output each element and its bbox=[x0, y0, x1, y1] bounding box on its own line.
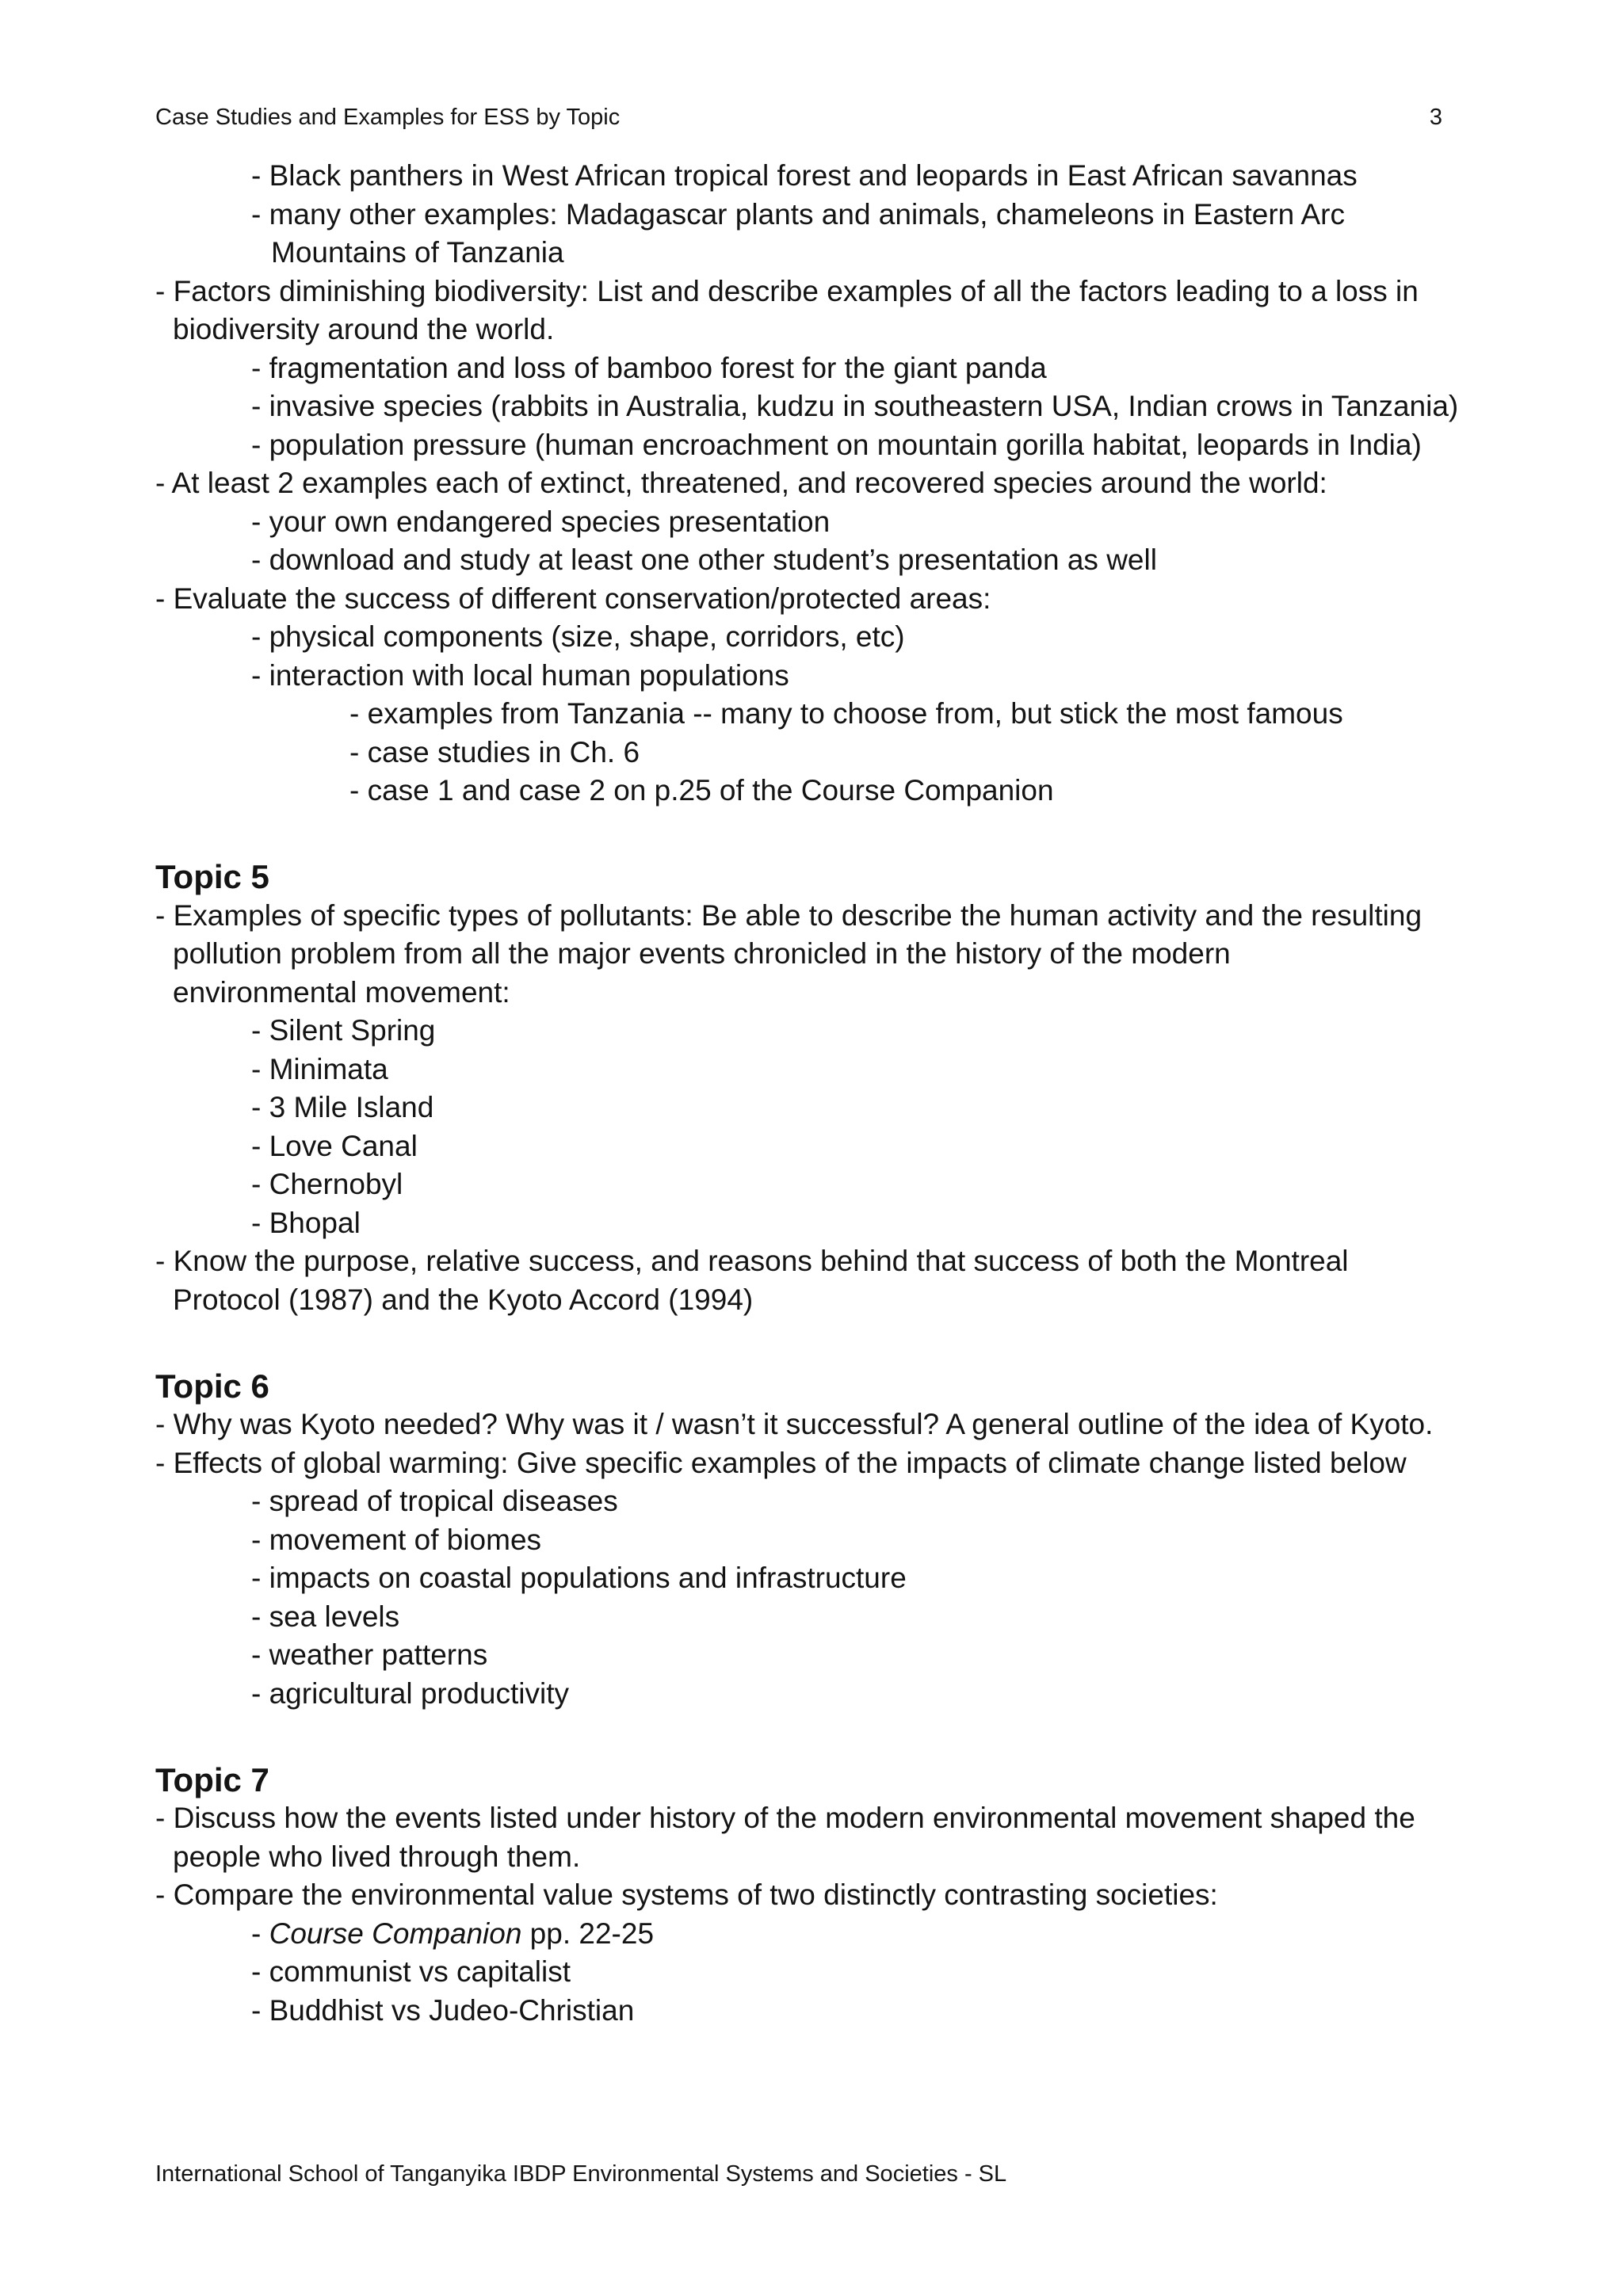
section-spacer bbox=[155, 1319, 1487, 1358]
list-item-continuation: pollution problem from all the major events chronicled in the history of the modern bbox=[173, 937, 1231, 970]
list-item-continuation: environmental movement: bbox=[173, 975, 510, 1009]
list-item: - sea levels bbox=[251, 1600, 400, 1633]
list-dash: - bbox=[251, 1917, 269, 1950]
list-item: - download and study at least one other student’s presentation as well bbox=[251, 543, 1157, 576]
list-item: - fragmentation and loss of bamboo forest for the giant panda bbox=[251, 351, 1047, 384]
list-item-continuation: Protocol (1987) and the Kyoto Accord (1994) bbox=[173, 1283, 754, 1316]
list-item: - communist vs capitalist bbox=[251, 1955, 571, 1988]
page-reference: pp. 22-25 bbox=[521, 1917, 655, 1950]
list-item bbox=[155, 1915, 1487, 1954]
list-item-continuation: Mountains of Tanzania bbox=[271, 236, 564, 269]
list-item: - Silent Spring bbox=[251, 1014, 436, 1047]
page-footer: International School of Tanganyika IBDP Environmental Systems and Societies - SL bbox=[155, 2161, 1007, 2187]
list-item: - interaction with local human populations bbox=[251, 658, 789, 692]
list-item: - invasive species (rabbits in Australia, kudzu in southeastern USA, Indian crows in Tanzania) bbox=[251, 390, 1459, 422]
list-item: - spread of tropical diseases bbox=[251, 1485, 618, 1517]
section-spacer bbox=[155, 810, 1487, 849]
section-heading-topic-6: Topic 6 bbox=[155, 1367, 269, 1405]
list-item: - Buddhist vs Judeo-Christian bbox=[251, 1993, 635, 2027]
section-heading-topic-5: Topic 5 bbox=[155, 858, 269, 895]
list-item: - movement of biomes bbox=[251, 1523, 542, 1556]
list-item: - Effects of global warming: Give specific examples of the impacts of climate change listed below bbox=[155, 1446, 1407, 1479]
list-item: - agricultural productivity bbox=[251, 1676, 569, 1710]
list-item: - case 1 and case 2 on p.25 of the Course Companion bbox=[349, 774, 1054, 807]
page-header bbox=[155, 100, 1442, 135]
list-item: - physical components (size, shape, corridors, etc) bbox=[251, 620, 905, 653]
list-item: - Discuss how the events listed under history of the modern environmental movement shaped the bbox=[155, 1802, 1415, 1834]
book-title: Course Companion bbox=[269, 1917, 522, 1950]
list-item-continuation: biodiversity around the world. bbox=[173, 313, 555, 345]
list-item: - Minimata bbox=[251, 1052, 388, 1085]
list-item: - Factors diminishing biodiversity: List and describe examples of all the factors leading to a loss in bbox=[155, 274, 1419, 307]
list-item: - Know the purpose, relative success, and reasons behind that success of both the Montreal bbox=[155, 1245, 1349, 1277]
list-item: - weather patterns bbox=[251, 1638, 488, 1671]
list-item: - examples from Tanzania -- many to choose from, but stick the most famous bbox=[349, 697, 1343, 730]
list-item: - Compare the environmental value systems of two distinctly contrasting societies: bbox=[155, 1878, 1218, 1911]
list-item: - impacts on coastal populations and infrastructure bbox=[251, 1562, 907, 1594]
list-item: - Examples of specific types of pollutants: Be able to describe the human activity and the resulting bbox=[155, 898, 1423, 932]
list-item: - Black panthers in West African tropical forest and leopards in East African savannas bbox=[251, 159, 1358, 192]
list-item: - Bhopal bbox=[251, 1206, 361, 1239]
document-body bbox=[155, 157, 1487, 2030]
list-item: - Why was Kyoto needed? Why was it / wasn’t it successful? A general outline of the idea of Kyoto. bbox=[155, 1408, 1434, 1440]
list-item: - 3 Mile Island bbox=[251, 1091, 434, 1123]
page-number: 3 bbox=[1429, 105, 1442, 130]
section-heading-topic-7: Topic 7 bbox=[155, 1760, 269, 1798]
list-item: - Love Canal bbox=[251, 1129, 418, 1162]
list-item: - Evaluate the success of different conservation/protected areas: bbox=[155, 582, 991, 615]
list-item: - your own endangered species presentation bbox=[251, 505, 831, 538]
list-item-continuation: people who lived through them. bbox=[173, 1840, 581, 1873]
list-item: - At least 2 examples each of extinct, threatened, and recovered species around the world: bbox=[155, 467, 1327, 499]
document-title: Case Studies and Examples for ESS by Topic bbox=[155, 105, 621, 130]
section-spacer bbox=[155, 1713, 1487, 1752]
list-item: - Chernobyl bbox=[251, 1168, 403, 1200]
list-item: - many other examples: Madagascar plants and animals, chameleons in Eastern Arc bbox=[251, 197, 1345, 231]
list-item: - case studies in Ch. 6 bbox=[349, 735, 640, 769]
list-item: - population pressure (human encroachment on mountain gorilla habitat, leopards in India) bbox=[251, 428, 1422, 461]
